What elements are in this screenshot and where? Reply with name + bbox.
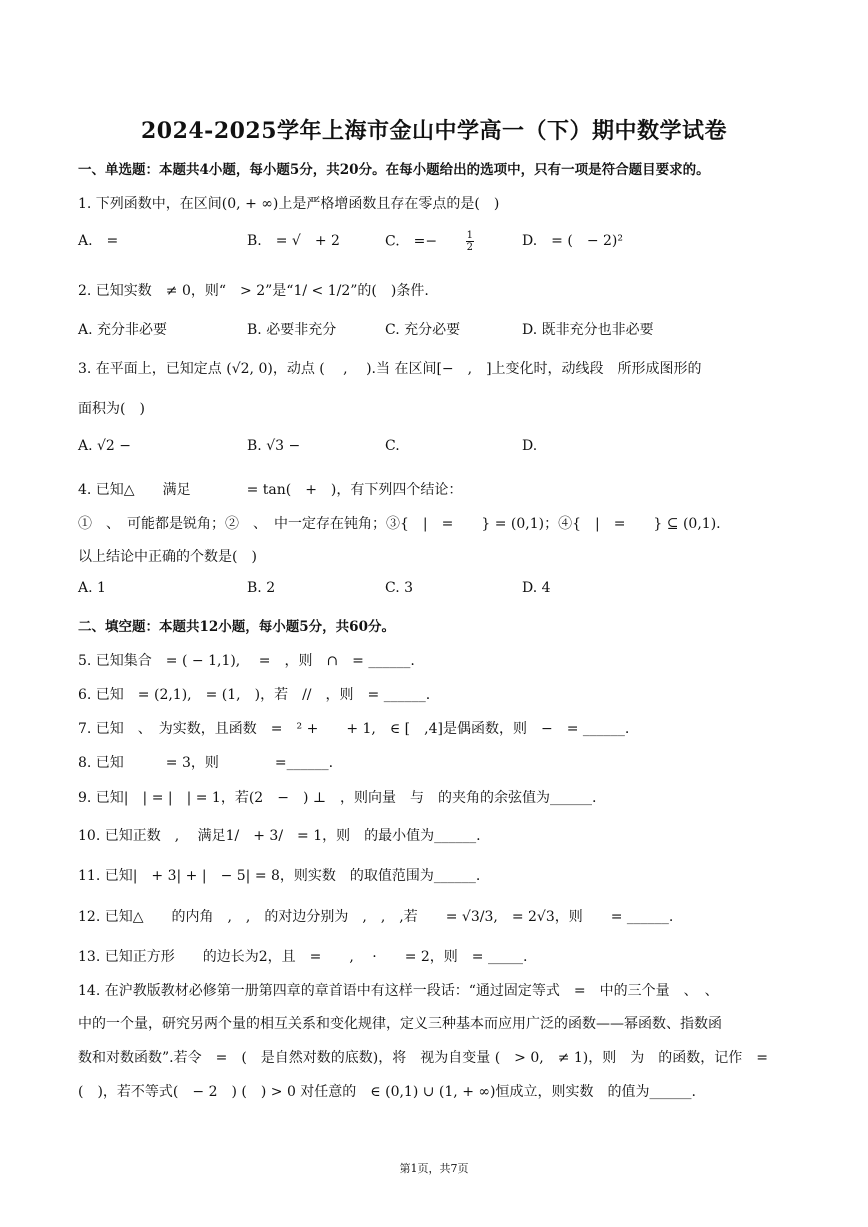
q7: 7. 已知 、 为实数，且函数 = ² + + 1, ∈ [ ,4]是偶函数，则 − = ______. [78,721,630,737]
q4-option-c: C. 3 [385,580,414,596]
q13: 13. 已知正方形 的边长为2，且 = , · = 2，则 = _____. [78,949,528,965]
q3-stem-cont: 面积为( ) [78,401,145,417]
q2-stem: 2. 已知实数 ≠ 0，则“ > 2”是“1/ < 1/2”的( )条件. [78,283,429,299]
q14-line-2: 中的一个量，研究另两个量的相互关系和变化规律，定义三种基本而应用广泛的函数——幂函数、指数函 [78,1016,722,1032]
q2-option-a: A. 充分非必要 [78,322,168,338]
q14-line-4: ( )，若不等式( − 2 ) ( ) > 0 对任意的 ∈ (0,1) ∪ (1, + ∞)恒成立，则实数 的值为______. [78,1084,696,1100]
q3-option-d: D. [522,438,538,454]
q14-line-1: 14. 在沪教版教材必修第一册第四章的章首语中有这样一段话：“通过固定等式 = 中的三个量 、 、 [78,983,719,999]
q11: 11. 已知| + 3| + | − 5| = 8，则实数 的取值范围为______. [78,868,481,884]
q9: 9. 已知| | = | | = 1，若(2 − ) ⊥ ，则向量 与 的夹角的余弦值为______. [78,790,597,806]
q2-option-c: C. 充分必要 [385,322,461,338]
q2-option-d: D. 既非充分也非必要 [522,322,654,338]
q4-stem: 4. 已知△ 满足 = tan( + )，有下列四个结论： [78,482,463,498]
q5: 5. 已知集合 = ( − 1,1), = ，则 ∩ = ______. [78,653,415,669]
q3-stem: 3. 在平面上，已知定点 (√2, 0)，动点 ( , ).当 在区间[− , ]上变化时，动线段 所形成图形的 [78,361,702,377]
q4-option-b: B. 2 [247,580,276,596]
q4-option-a: A. 1 [78,580,106,596]
q3-option-a: A. √2 − [78,438,132,454]
q10: 10. 已知正数 , 满足1/ + 3/ = 1，则 的最小值为______. [78,828,481,844]
q4-statements: ① 、 可能都是锐角；② 、 中一定存在钝角；③{ | = } = (0,1)；④{ | = } ⊆ (0,1). [78,516,721,532]
page-footer: 第1页，共7页 [399,1162,469,1175]
section-single-choice: 一、单选题：本题共4小题，每小题5分，共20分。在每小题给出的选项中，只有一项是符合题目要求的。 [78,162,710,178]
q1-option-c-text: C. =− [385,233,438,250]
page-title: 2024-2025学年上海市金山中学高一（下）期中数学试卷 [140,118,728,144]
q12: 12. 已知△ 的内角 , , 的对边分别为 , , ,若 = √3/3, = 2√3，则 = ______. [78,909,674,925]
q1-option-b: B. = √ + 2 [247,233,340,249]
q2-option-b: B. 必要非充分 [247,322,337,338]
q1-c-half: $\frac{1}{2}$ [466,230,473,253]
q4-option-d: D. 4 [522,580,551,596]
q6: 6. 已知 = (2,1), = (1, )，若 // ，则 = ______. [78,687,431,703]
q8: 8. 已知 = 3，则 =______. [78,755,334,771]
q1-option-a: A. = [78,233,119,249]
q4-stem-cont: 以上结论中正确的个数是( ) [78,549,257,565]
section-fill-blank: 二、填空题：本题共12小题，每小题5分，共60分。 [78,619,395,635]
q1-option-c [385,230,475,253]
q3-option-c: C. [385,438,400,454]
q3-option-b: B. √3 − [247,438,301,454]
q1-option-d: D. = ( − 2)² [522,233,623,249]
q1-stem: 1. 下列函数中，在区间(0, + ∞)上是严格增函数且存在零点的是( ) [78,196,500,212]
q14-line-3: 数和对数函数”.若令 = ( 是自然对数的底数)，将 视为自变量 ( > 0, ≠ 1)，则 为 的函数，记作 = [78,1050,768,1066]
